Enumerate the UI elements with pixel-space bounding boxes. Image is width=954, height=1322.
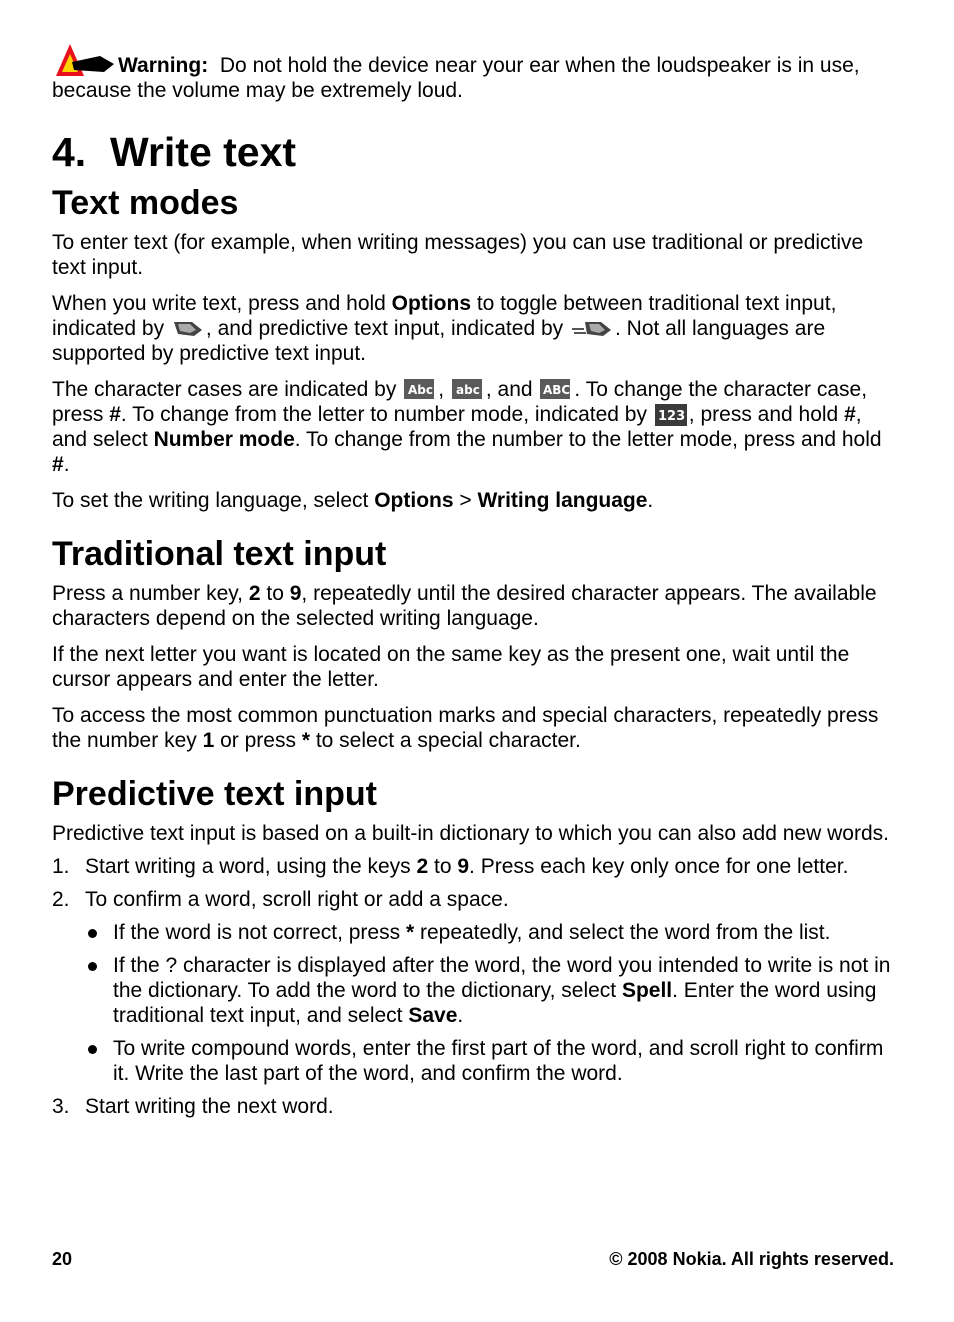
- page-footer: [52, 1249, 894, 1270]
- numbered-list: [52, 854, 898, 912]
- list-item: 1. Start writing a word, using the keys 2 to 9. Press each key only once for one letter.: [52, 855, 849, 878]
- bullet-icon: [88, 1045, 97, 1054]
- chapter-title: [52, 129, 898, 175]
- menu-path-options: Options: [374, 489, 454, 512]
- paragraph: When you write text, press and hold Options to toggle between traditional text input, indicated by , and predictive text input, indicated by . Not all languages are supported by predictive text input.: [52, 292, 837, 365]
- copyright: © 2008 Nokia. All rights reserved.: [609, 1249, 894, 1269]
- chapter-number: 4.: [52, 129, 87, 175]
- traditional-input-icon: [172, 318, 204, 338]
- numbered-list: [52, 1094, 898, 1119]
- bullet-list: [52, 920, 898, 1086]
- section-heading-text-modes: Text modes: [52, 184, 239, 222]
- paragraph: The character cases are indicated by Abc , abc , and ABC . To change the character case, press #. To change from the letter to number mode, indicated by 123 , press and hold #, and select Number mode. To change from the number to the letter mode, press and hold #.: [52, 378, 882, 476]
- section-heading-predictive: Predictive text input: [52, 775, 377, 813]
- svg-text:123: 123: [657, 409, 685, 424]
- chapter-title-text: Write text: [110, 129, 297, 175]
- bullet-icon: [88, 962, 97, 971]
- paragraph: If the next letter you want is located on the same key as the present one, wait until the cursor appears and enter the letter.: [52, 643, 850, 691]
- upper-case-icon: [540, 379, 572, 399]
- svg-text:abc: abc: [455, 383, 480, 397]
- paragraph: To set the writing language, select Options > Writing language.: [52, 489, 654, 512]
- page-content: [52, 40, 898, 1127]
- list-item: If the word is not correct, press * repeatedly, and select the word from the list.: [52, 920, 898, 945]
- predictive-input-icon: [571, 318, 613, 338]
- number-mode-icon: [655, 404, 687, 424]
- list-item: To write compound words, enter the first part of the word, and scroll right to confirm it. Write the last part of the word, and confirm the word.: [52, 1036, 898, 1086]
- list-item: 3. Start writing the next word.: [52, 1095, 334, 1118]
- lower-case-icon: [452, 379, 484, 399]
- svg-text:Abc: Abc: [408, 383, 434, 397]
- warning-label: Warning:: [118, 54, 209, 77]
- warning-icon: [52, 40, 114, 78]
- bullet-icon: [88, 929, 97, 938]
- paragraph: Predictive text input is based on a built-in dictionary to which you can also add new words.: [52, 822, 889, 845]
- warning-text: Do not hold the device near your ear when the loudspeaker is in use, because the volume may be extremely loud.: [52, 54, 860, 102]
- paragraph: To access the most common punctuation marks and special characters, repeatedly press the number key 1 or press * to select a special character.: [52, 704, 879, 752]
- paragraph: To enter text (for example, when writing messages) you can use traditional or predictive text input.: [52, 231, 864, 279]
- svg-text:ABC: ABC: [543, 383, 571, 397]
- section-heading-traditional: Traditional text input: [52, 535, 387, 573]
- menu-path-writing-language: Writing language: [477, 489, 648, 512]
- list-item: If the ? character is displayed after the word, the word you intended to write is not in the dictionary. To add the word to the dictionary, select Spell. Enter the word using traditional text input, and select Save.: [52, 953, 898, 1028]
- list-item: 2. To confirm a word, scroll right or add a space.: [52, 888, 509, 911]
- page-number: 20: [52, 1249, 73, 1269]
- paragraph: Press a number key, 2 to 9, repeatedly until the desired character appears. The available characters depend on the selected writing language.: [52, 582, 877, 630]
- warning-paragraph: [52, 40, 898, 103]
- sentence-case-icon: [404, 379, 436, 399]
